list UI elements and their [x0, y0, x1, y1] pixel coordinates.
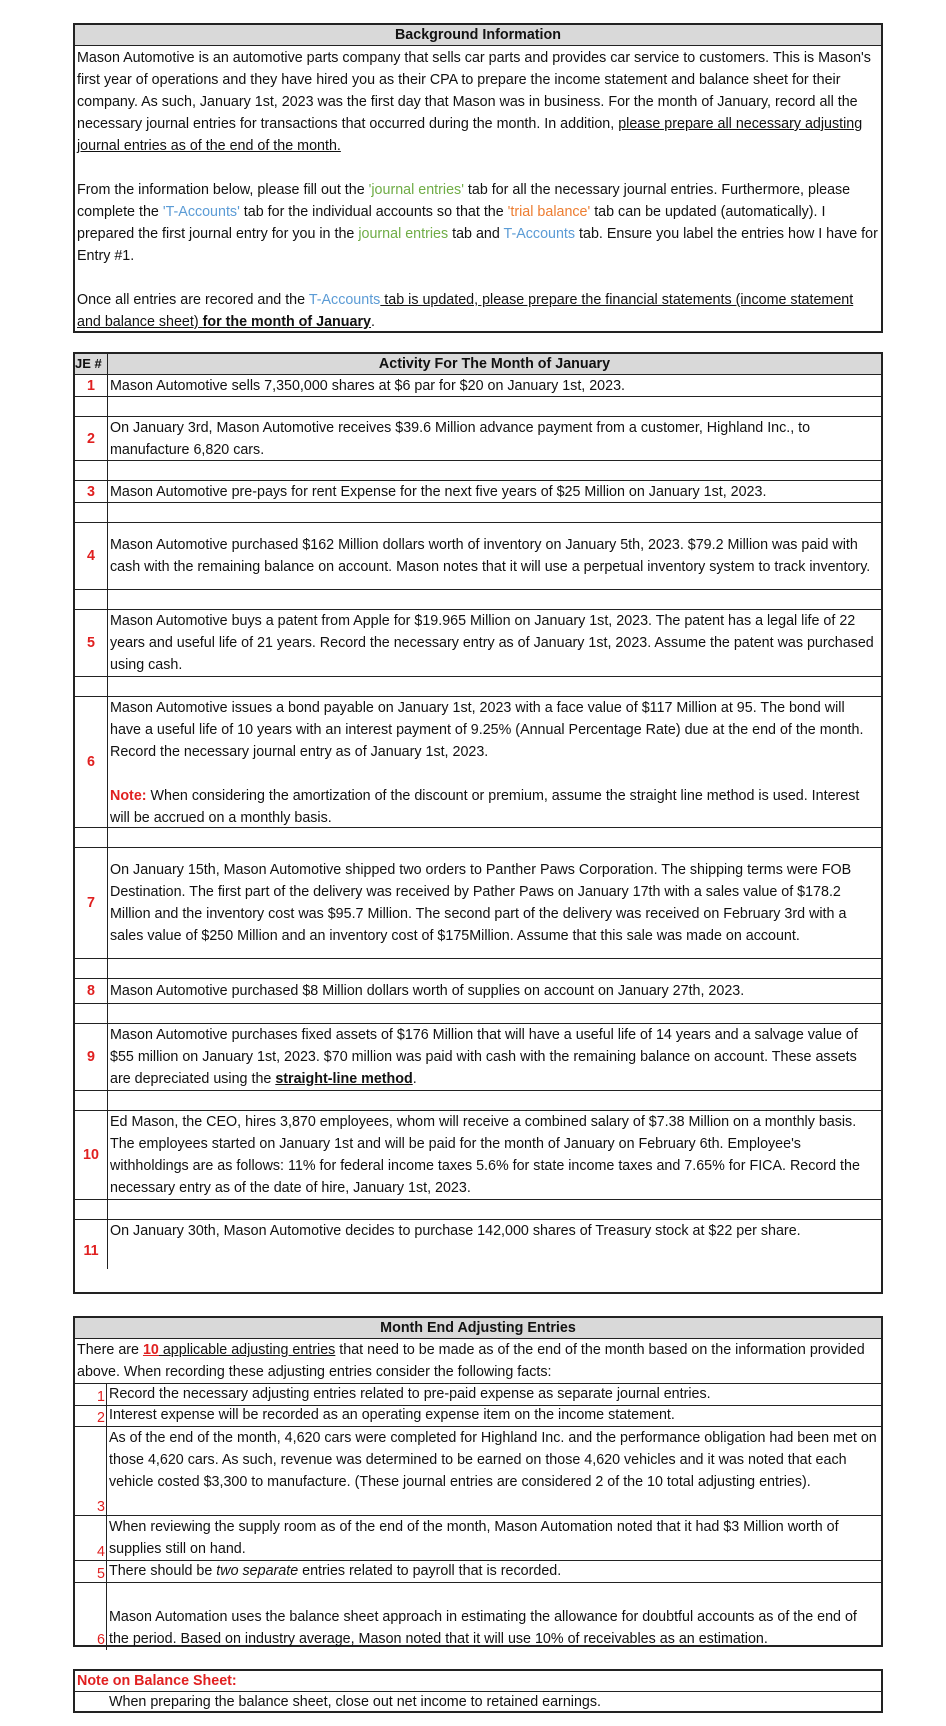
- trial-balance-tab-ref: 'trial balance': [507, 204, 591, 220]
- list-item: 3 As of the end of the month, 4,620 cars were completed for Highland Inc. and the performance obligation had been met on those 4,620 cars. As such, revenue was determined to be earned on those 4,620 vehicles and it was noted that each vehicle costed $3,300 to manufacture. (These journal entries are considered 2 of the 10 total adjusting entries).: [75, 1426, 881, 1515]
- table-row: 9 Mason Automotive purchases fixed assets of $176 Million that will have a useful life of 14 years and a salvage value of $55 million on January 1st, 2023. $70 million was paid with cash with the remaining balance on account. These assets are depreciated using the straight-line method.: [75, 1023, 881, 1090]
- je-column-header: JE #: [75, 354, 108, 374]
- table-row: 5 Mason Automotive buys a patent from Apple for $19.965 Million on January 1st, 2023. The patent has a legal life of 22 years and useful life of 21 years. Record the necessary entry as of January 1st, 2023. Assume the patent was purchased using cash.: [75, 609, 881, 676]
- spacer-row: [75, 827, 881, 847]
- spacer-row: [75, 676, 881, 696]
- background-paragraph-2: From the information below, please fill out the 'journal entries' tab for all the necessary journal entries. Furthermore, please complete the 'T-Accounts' tab for the individual accounts so that the 'trial balance' tab can be updated (automatically). I prepared the first journal entry for you in the journal entries tab and T-Accounts tab. Ensure you label the entries how I have for Entry #1.: [77, 182, 878, 264]
- activity-title: Activity For The Month of January: [378, 356, 611, 372]
- spacer-row: [75, 460, 881, 480]
- table-row: 7 On January 15th, Mason Automotive shipped two orders to Panther Paws Corporation. The shipping terms were FOB Destination. The first part of the delivery was received by Pather Paws on January 17th with a sales value of $178.2 Million and the inventory cost was $95.7 Million. The second part of the delivery was received on February 3rd with a sales value of $250 Million and an inventory cost of $175Million. Assume that this sale was made on account.: [75, 847, 881, 958]
- list-item: 1 Record the necessary adjusting entries related to pre-paid expense as separate journal entries.: [75, 1383, 881, 1405]
- t-accounts-tab-ref: 'T-Accounts': [162, 204, 240, 220]
- spacer-row: [75, 1199, 881, 1219]
- background-title: Background Information: [75, 25, 881, 46]
- list-item: 2 Interest expense will be recorded as an operating expense item on the income statement.: [75, 1405, 881, 1426]
- balance-sheet-note: [73, 1669, 883, 1713]
- spacer-row: [75, 589, 881, 609]
- table-row: 8 Mason Automotive purchased $8 Million dollars worth of supplies on account on January 27th, 2023.: [75, 978, 881, 1003]
- list-item: 5 There should be two separate entries related to payroll that is recorded.: [75, 1560, 881, 1582]
- table-row: 10 Ed Mason, the CEO, hires 3,870 employees, whom will receive a combined salary of $7.38 Million on a monthly basis. The employees started on January 1st and will be paid for the month of January on February 6th. Employee's withholdings are as follows: 11% for federal income taxes 5.6% for state income taxes and 7.65% for FICA. Record the necessary entry as of the date of hire, January 1st, 2023.: [75, 1110, 881, 1199]
- note-title: Note on Balance Sheet:: [77, 1673, 237, 1689]
- background-section: [73, 23, 883, 333]
- table-row: 1 Mason Automotive sells 7,350,000 shares at $6 par for $20 on January 1st, 2023.: [75, 375, 881, 396]
- table-row: 2 On January 3rd, Mason Automotive receives $39.6 Million advance payment from a customer, Highland Inc., to manufacture 6,820 cars.: [75, 416, 881, 460]
- spacer-row: [75, 1090, 881, 1110]
- journal-entries-tab-ref: 'journal entries': [368, 182, 464, 198]
- table-row: 4 Mason Automotive purchased $162 Million dollars worth of inventory on January 5th, 2023. $79.2 Million was paid with cash with the remaining balance on account. Mason notes that it will use a perpetual inventory system to track inventory.: [75, 522, 881, 589]
- adjusting-intro: There are 10 applicable adjusting entries that need to be made as of the end of the month based on the information provided above. When recording these adjusting entries consider the following facts:: [77, 1342, 865, 1380]
- table-row: 3 Mason Automotive pre-pays for rent Expense for the next five years of $25 Million on January 1st, 2023.: [75, 480, 881, 502]
- spacer-row: [75, 502, 881, 522]
- adjusting-title: Month End Adjusting Entries: [75, 1318, 881, 1339]
- activity-table: [73, 352, 883, 1294]
- activity-header: [75, 354, 881, 375]
- list-item: 6 Mason Automation uses the balance sheet approach in estimating the allowance for doubtful accounts as of the end of the period. Based on industry average, Mason noted that it will use 10% of receivables as an estimation.: [75, 1582, 881, 1650]
- spacer-row: [75, 1003, 881, 1023]
- adjusting-section: [73, 1316, 883, 1647]
- spacer-row: [75, 958, 881, 978]
- table-row: 6 Mason Automotive issues a bond payable on January 1st, 2023 with a face value of $117 Million at 95. The bond will have a useful life of 10 years with an interest payment of 9.25% (Annual Percentage Rate) due at the end of the month. Record the necessary journal entry as of January 1st, 2023. Note: When considering the amortization of the discount or premium, assume the straight line method is used. Interest will be accrued on a monthly basis.: [75, 696, 881, 827]
- note-text: When preparing the balance sheet, close out net income to retained earnings.: [75, 1691, 881, 1712]
- list-item: 4 When reviewing the supply room as of the end of the month, Mason Automation noted that it had $3 Million worth of supplies still on hand.: [75, 1515, 881, 1560]
- table-row: 11 On January 30th, Mason Automotive decides to purchase 142,000 shares of Treasury stock at $22 per share.: [75, 1219, 881, 1269]
- background-paragraph-1: Mason Automotive is an automotive parts company that sells car parts and provides car service to customers. This is Mason's first year of operations and they have hired you as their CPA to prepare the income statement and balance sheet for their company. As such, January 1st, 2023 was the first day that Mason was in business. For the month of January, record all the necessary journal entries for transactions that occurred during the month. In addition, please prepare all necessary adjusting journal entries as of the end of the month.: [77, 50, 871, 154]
- bond-note: Note: When considering the amortization of the discount or premium, assume the straight line method is used. Interest will be accrued on a monthly basis.: [110, 788, 860, 826]
- spacer-row: [75, 396, 881, 416]
- background-paragraph-3: Once all entries are recored and the T-Accounts tab is updated, please prepare the financial statements (income statement and balance sheet) for the month of January.: [77, 292, 854, 330]
